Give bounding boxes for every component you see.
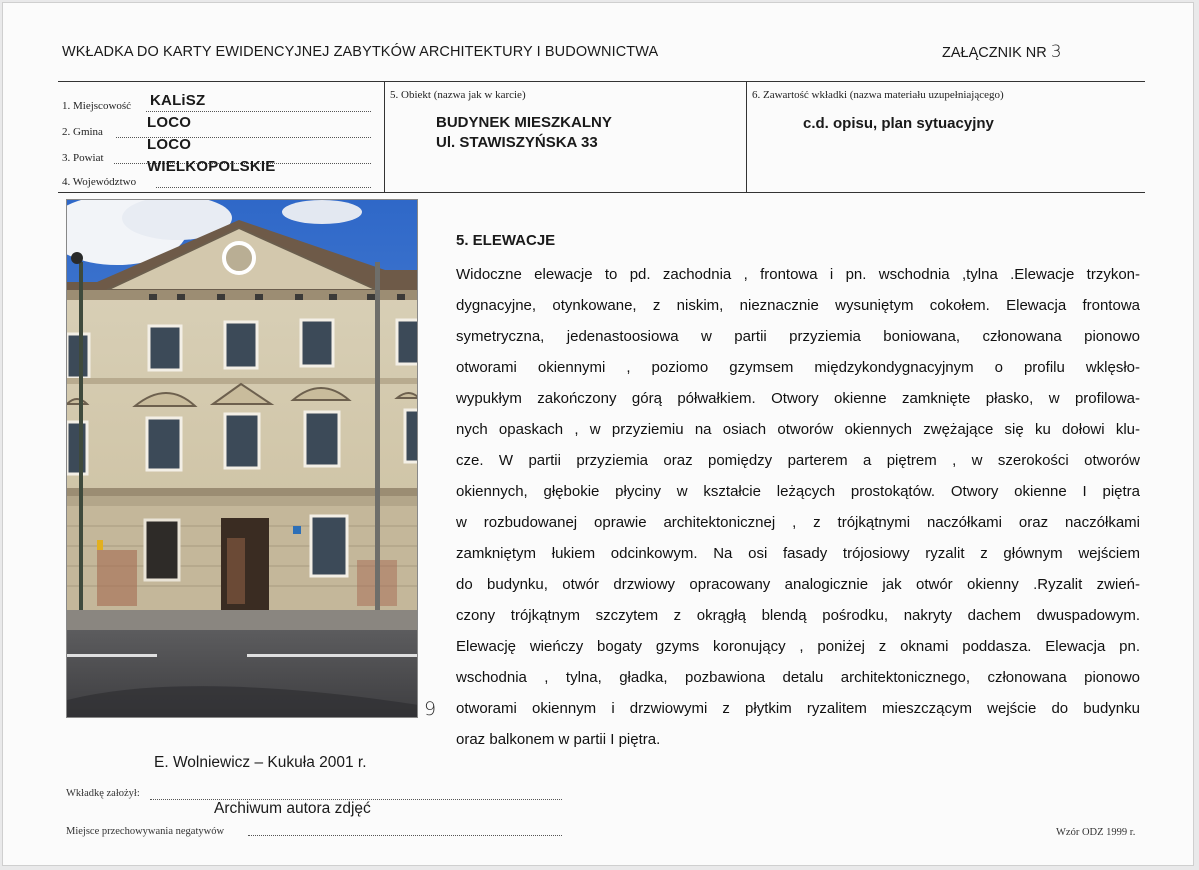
text-line: otworami okiennym i drzwiowymi z płytkim ryzalitem mieszczącym wejście do budynku: [456, 700, 1140, 717]
field-value-voivodeship: WIELKOPOLSKIE: [147, 158, 276, 175]
text-line: Widoczne elewacje to pd. zachodnia , frontowa i pn. wschodnia ,tylna .Elewacje trzykon-: [456, 266, 1140, 283]
table-bottom-rule: [58, 192, 1145, 193]
negatives-location-label: Miejsce przechowywania negatywów: [66, 826, 225, 837]
section-heading: 5. ELEWACJE: [456, 232, 556, 249]
text-line: w rozbudowanej oprawie architektonicznej , z trójkątnymi naczółkami oraz naczółkami: [456, 514, 1140, 531]
negatives-location-value: Archiwum autora zdjęć: [214, 800, 371, 817]
contents-label: 6. Zawartość wkładki (nazwa materiału uzupełniającego): [752, 89, 1004, 101]
description-text: [456, 259, 1140, 755]
dotted-line: [146, 111, 371, 112]
text-line: czony trójkątnym szczytem z okrągłą blendą pośrodku, nakryty dachem dwuspadowym.: [456, 607, 1140, 624]
text-line: wschodnia , tylna, gładka, pozbawiona detalu architektonicznego, członowana pionowo: [456, 669, 1140, 686]
object-label: 5. Obiekt (nazwa jak w karcie): [390, 89, 526, 101]
table-divider-2: [746, 81, 747, 193]
field-label-commune: 2. Gmina: [62, 126, 103, 138]
object-address: Ul. STAWISZYŃSKA 33: [436, 134, 598, 151]
text-line: oraz balkonem w partii I piętra.: [456, 731, 661, 748]
prepared-by-label: Wkładkę założył:: [66, 788, 140, 799]
annex-label: [942, 42, 1062, 62]
field-value-town: KALiSZ: [150, 92, 206, 109]
object-name: BUDYNEK MIESZKALNY: [436, 114, 612, 131]
field-label-voivodeship: 4. Województwo: [62, 176, 137, 188]
text-line: wypukłym zakończony górą półwałkiem. Otwory okienne zamknięte płasko, w profilowa-: [456, 390, 1140, 407]
dotted-line: [156, 187, 371, 188]
field-label-county: 3. Powiat: [62, 152, 104, 164]
building-photo-image: [67, 200, 418, 718]
photo-credit: E. Wolniewicz – Kukuła 2001 r.: [154, 754, 367, 771]
text-line: do budynku, otwór drzwiowy opracowany analogicznie jak otwór okienny .Ryzalit zwień-: [456, 576, 1140, 593]
page-mark: 9: [424, 698, 437, 720]
text-line: otworami okiennymi , poziomo gzymsem międzykondygnacyjnym o profilu wklęsło-: [456, 359, 1140, 376]
text-line: symetryczna, jedenastoosiowa w partii przyziemia boniowana, członowana pionowo: [456, 328, 1140, 345]
field-label-town: 1. Miejscowość: [62, 100, 132, 112]
table-top-rule: [58, 81, 1145, 82]
form-model: Wzór ODZ 1999 r.: [1056, 827, 1136, 838]
building-photo: [66, 199, 418, 718]
text-line: Elewację wieńczy bogaty gzyms koronujący , poniżej z oknami poddasza. Elewacja pn.: [456, 638, 1140, 655]
text-line: okiennych, głębokie płyciny w kształcie leżących prostokątów. Otwory okienne I piętra: [456, 483, 1140, 500]
annex-label-text: ZAŁĄCZNIK NR: [942, 45, 1047, 61]
dotted-line: [248, 835, 562, 836]
text-line: nych opaskach , w przyziemiu na osiach otworów okiennych zwężające się ku dołowi klu-: [456, 421, 1140, 438]
contents-value: c.d. opisu, plan sytuacyjny: [803, 115, 994, 132]
text-line: dygnacyjne, otynkowane, z niskim, nieznacznie wysuniętym cokołem. Elewacja frontowa: [456, 297, 1140, 314]
field-value-commune: LOCO: [147, 114, 192, 131]
table-divider-1: [384, 81, 385, 193]
document-title: WKŁADKA DO KARTY EWIDENCYJNEJ ZABYTKÓW ARCHITEKTURY I BUDOWNICTWA: [62, 44, 659, 60]
text-line: zamkniętym łukiem odcinkowym. Na osi fasady trójosiowy ryzalit z głównym wejściem: [456, 545, 1140, 562]
annex-number: 3: [1050, 42, 1062, 62]
text-line: cze. W partii przyziemia oraz pomiędzy parterem a piętrem , w szerokości otworów: [456, 452, 1140, 469]
field-value-county: LOCO: [147, 136, 192, 153]
